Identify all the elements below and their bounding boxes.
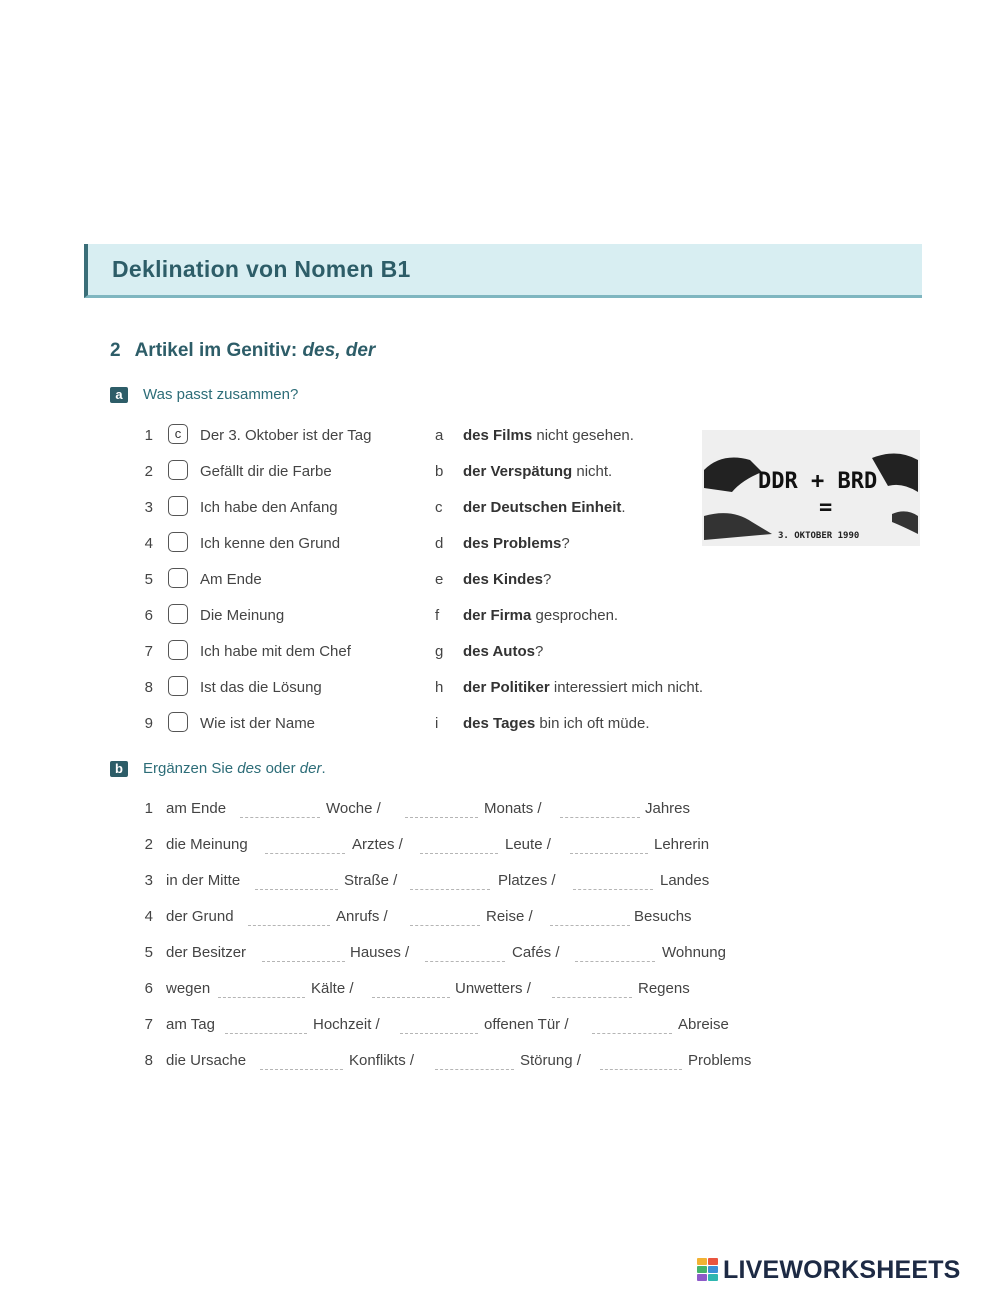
phrase-part: Monats / <box>484 800 542 817</box>
answer-box[interactable] <box>168 496 188 516</box>
sentence-start: Ich habe den Anfang <box>200 499 338 516</box>
answer-box[interactable] <box>168 676 188 696</box>
phrase-part: Konflikts / <box>349 1052 415 1069</box>
answer-blank[interactable] <box>592 1033 672 1034</box>
sentence-start: Ist das die Lösung <box>200 679 322 696</box>
photo-top-text: DDR + BRD <box>758 469 878 494</box>
task-b-instruction: Ergänzen Sie des oder der. <box>143 760 326 777</box>
answer-blank[interactable] <box>255 889 338 890</box>
answer-blank[interactable] <box>400 1033 478 1034</box>
match-row <box>0 676 1000 700</box>
phrase-part: Reise / <box>486 908 533 925</box>
phrase-part: Störung / <box>520 1052 581 1069</box>
phrase-part: Regens <box>638 980 690 997</box>
sentence-rest: ? <box>543 571 552 588</box>
row-number: 5 <box>144 571 153 588</box>
phrase-part: Wohnung <box>662 944 726 961</box>
row-number: 2 <box>144 463 153 480</box>
answer-blank[interactable] <box>573 889 653 890</box>
answer-box[interactable] <box>168 604 188 624</box>
row-number: 8 <box>144 679 153 696</box>
sentence-start: Wie ist der Name <box>200 715 316 732</box>
answer-blank[interactable] <box>425 961 505 962</box>
answer-box[interactable] <box>168 640 188 660</box>
genitive-phrase: des Problems <box>463 535 562 552</box>
sentence-start: Der 3. Oktober ist der Tag <box>200 427 372 444</box>
answer-blank[interactable] <box>560 817 640 818</box>
phrase-part: Lehrerin <box>654 836 710 853</box>
answer-box[interactable] <box>168 568 188 588</box>
sentence-rest: bin ich oft müde. <box>535 715 650 732</box>
answer-blank[interactable] <box>240 817 320 818</box>
section-title-italic: des, der <box>302 340 376 361</box>
phrase-part: die Meinung <box>166 836 248 853</box>
sentence-rest: nicht. <box>572 463 613 480</box>
option-letter: e <box>435 571 444 588</box>
row-number: 4 <box>144 535 153 552</box>
genitive-phrase: der Firma <box>463 607 532 624</box>
answer-blank[interactable] <box>410 889 490 890</box>
row-number: 8 <box>144 1052 153 1069</box>
answer-blank[interactable] <box>265 853 345 854</box>
option-letter: b <box>435 463 444 480</box>
row-number: 1 <box>144 427 153 444</box>
sentence-start: Die Meinung <box>200 607 285 624</box>
sentence-start: Ich kenne den Grund <box>200 535 341 552</box>
row-number: 6 <box>144 607 153 624</box>
phrase-part: Problems <box>688 1052 752 1069</box>
phrase-part: Landes <box>660 872 710 889</box>
sentence-end <box>463 463 612 480</box>
phrase-part: Leute / <box>505 836 551 853</box>
genitive-phrase: der Politiker <box>463 679 550 696</box>
phrase-part: in der Mitte <box>166 872 241 889</box>
sentence-end <box>463 571 551 588</box>
answer-blank[interactable] <box>248 925 330 926</box>
row-number: 7 <box>144 643 153 660</box>
phrase-part: die Ursache <box>166 1052 247 1069</box>
sentence-rest: interessiert mich nicht. <box>549 679 704 696</box>
phrase-part: Besuchs <box>634 908 692 925</box>
fill-row <box>0 978 1000 1002</box>
sentence-end <box>463 499 626 516</box>
match-row <box>0 640 1000 664</box>
sentence-end <box>463 427 634 444</box>
sentence-end <box>463 715 650 732</box>
phrase-part: Cafés / <box>512 944 560 961</box>
answer-blank[interactable] <box>575 961 655 962</box>
phrase-part: offenen Tür / <box>484 1016 569 1033</box>
option-letter: f <box>435 607 440 624</box>
match-row <box>0 604 1000 628</box>
sentence-rest: . <box>621 499 626 516</box>
phrase-part: Anrufs / <box>336 908 388 925</box>
sentence-start: Gefällt dir die Farbe <box>200 463 332 480</box>
answer-box[interactable] <box>168 532 188 552</box>
answer-box[interactable]: c <box>168 424 188 444</box>
sentence-rest: gesprochen. <box>531 607 619 624</box>
sentence-end <box>463 643 543 660</box>
answer-blank[interactable] <box>372 997 450 998</box>
phrase-part: Hochzeit / <box>313 1016 380 1033</box>
section-number: 2 <box>110 340 121 361</box>
phrase-part: Kälte / <box>311 980 354 997</box>
answer-blank[interactable] <box>218 997 305 998</box>
task-a-badge: a <box>110 387 128 403</box>
fill-row <box>0 870 1000 894</box>
match-row <box>0 568 1000 592</box>
answer-blank[interactable] <box>420 853 498 854</box>
row-number: 9 <box>144 715 153 732</box>
liveworksheets-logo-icon <box>697 1258 719 1282</box>
row-number: 3 <box>144 872 153 889</box>
phrase-part: Jahres <box>645 800 691 817</box>
option-letter: g <box>435 643 444 660</box>
phrase-part: am Ende <box>166 800 227 817</box>
photo-caption: 3. OKTOBER 1990 <box>778 531 860 541</box>
sentence-end <box>463 679 703 696</box>
answer-blank[interactable] <box>262 961 345 962</box>
option-letter: a <box>435 427 444 444</box>
photo-equals: = <box>819 495 833 520</box>
answer-blank[interactable] <box>570 853 648 854</box>
row-number: 6 <box>144 980 153 997</box>
sentence-end <box>463 607 618 624</box>
fill-row <box>0 834 1000 858</box>
option-letter: h <box>435 679 444 696</box>
genitive-phrase: der Deutschen Einheit <box>463 499 622 516</box>
phrase-part: wegen <box>166 980 211 997</box>
option-letter: c <box>435 499 443 516</box>
answer-box[interactable] <box>168 460 188 480</box>
task-b-badge: b <box>110 761 128 777</box>
genitive-phrase: des Kindes <box>463 571 544 588</box>
sentence-end <box>463 535 570 552</box>
answer-blank[interactable] <box>600 1069 682 1070</box>
task-a-instruction: Was passt zusammen? <box>143 386 299 403</box>
reunification-photo <box>702 430 920 546</box>
sentence-start: Ich habe mit dem Chef <box>200 643 351 660</box>
page-title: Deklination von Nomen B1 <box>112 256 411 282</box>
section-heading <box>110 340 375 362</box>
row-number: 2 <box>144 836 153 853</box>
row-number: 3 <box>144 499 153 516</box>
genitive-phrase: des Autos <box>463 643 535 660</box>
option-letter: i <box>435 715 439 732</box>
row-number: 5 <box>144 944 153 961</box>
phrase-part: Unwetters / <box>455 980 531 997</box>
fill-row <box>0 798 1000 822</box>
genitive-phrase: des Films <box>463 427 533 444</box>
answer-blank[interactable] <box>550 925 630 926</box>
sentence-rest: nicht gesehen. <box>532 427 634 444</box>
phrase-part: Hauses / <box>350 944 410 961</box>
phrase-part: der Grund <box>166 908 234 925</box>
footer-brand-text: LIVEWORKSHEETS <box>723 1256 961 1284</box>
fill-row <box>0 906 1000 930</box>
phrase-part: am Tag <box>166 1016 215 1033</box>
sentence-rest: ? <box>534 643 544 660</box>
title-banner <box>84 244 922 298</box>
answer-blank[interactable] <box>260 1069 343 1070</box>
row-number: 1 <box>144 800 153 817</box>
answer-box[interactable] <box>168 712 188 732</box>
section-title: Artikel im Genitiv: <box>134 340 303 361</box>
row-number: 4 <box>144 908 153 925</box>
row-number: 7 <box>144 1016 153 1033</box>
sentence-rest: ? <box>561 535 570 552</box>
phrase-part: der Besitzer <box>166 944 247 961</box>
answer-blank[interactable] <box>435 1069 514 1070</box>
phrase-part: Arztes / <box>352 836 403 853</box>
fill-row <box>0 942 1000 966</box>
option-letter: d <box>435 535 444 552</box>
phrase-part: Woche / <box>326 800 381 817</box>
match-row <box>0 712 1000 736</box>
phrase-part: Abreise <box>678 1016 729 1033</box>
phrase-part: Straße / <box>344 872 398 889</box>
sentence-start: Am Ende <box>200 571 262 588</box>
genitive-phrase: der Verspätung <box>463 463 573 480</box>
answer-blank[interactable] <box>405 817 478 818</box>
fill-row <box>0 1050 1000 1074</box>
footer-brand <box>697 1256 997 1286</box>
answer-blank[interactable] <box>410 925 480 926</box>
fill-row <box>0 1014 1000 1038</box>
phrase-part: Platzes / <box>498 872 556 889</box>
answer-blank[interactable] <box>225 1033 307 1034</box>
genitive-phrase: des Tages <box>463 715 536 732</box>
answer-blank[interactable] <box>552 997 632 998</box>
